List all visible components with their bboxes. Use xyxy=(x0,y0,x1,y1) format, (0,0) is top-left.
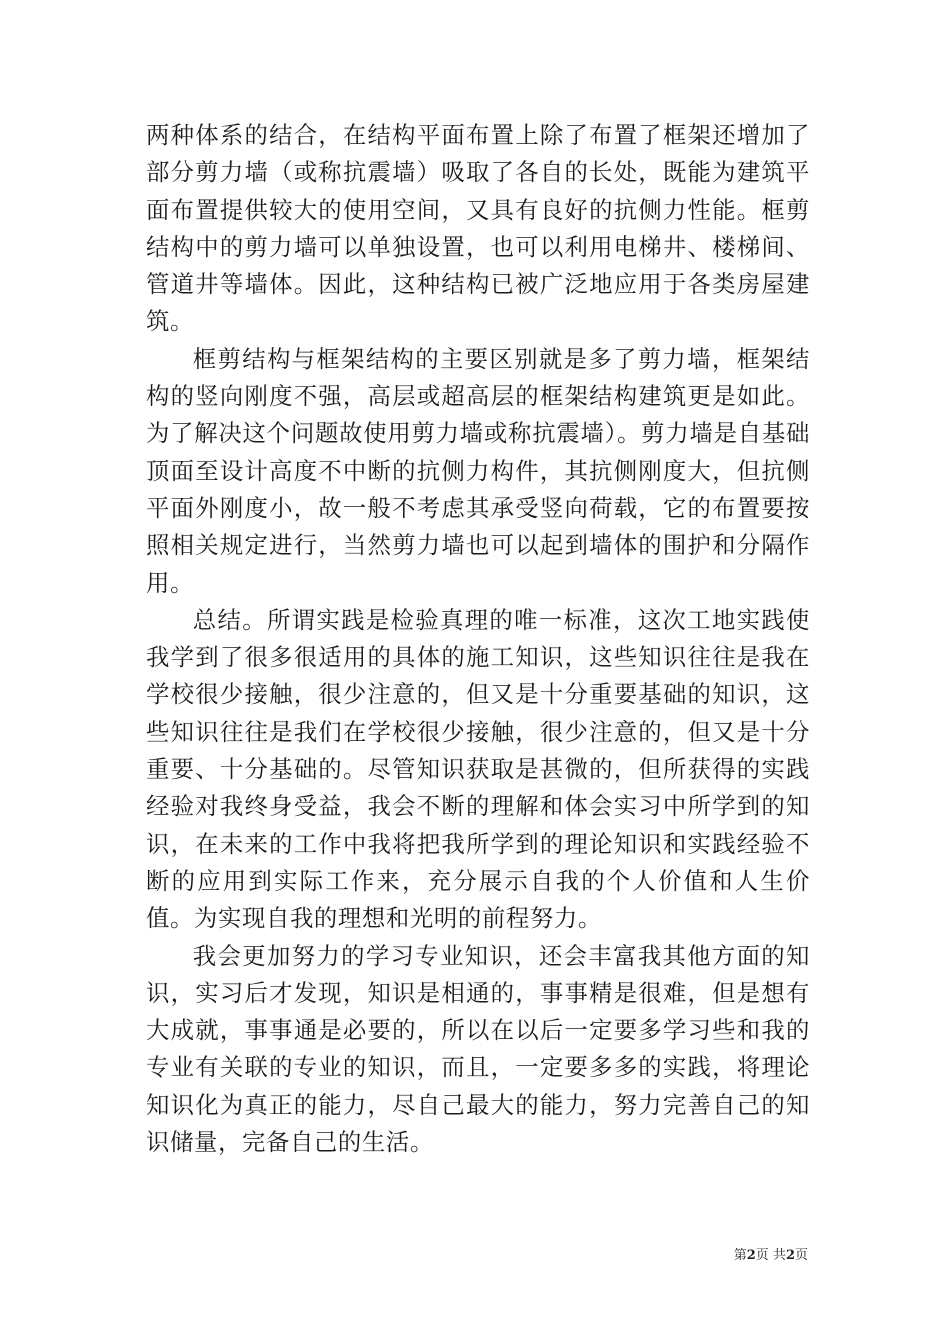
paragraph-3: 总结。所谓实践是检验真理的唯一标准，这次工地实践使我学到了很多很适用的具体的施工知识，这些知识往往是我在学校很少接触，很少注意的，但又是十分重要基础的知识，这些知识往往是我们在学校很少接触，很少注意的，但又是十分重要、十分基础的。尽管知识获取是甚微的，但所获得的实践经验对我终身受益，我会不断的理解和体会实习中所学到的知识，在未来的工作中我将把我所学到的理论知识和实践经验不断的应用到实际工作来，充分展示自我的个人价值和人生价值。为实现自我的理想和光明的前程努力。 xyxy=(146,605,810,933)
footer-prefix: 第 xyxy=(733,1248,747,1263)
paragraph-2: 框剪结构与框架结构的主要区别就是多了剪力墙，框架结构的竖向刚度不强，高层或超高层的框架结构建筑更是如此。为了解决这个问题故使用剪力墙或称抗震墙）。剪力墙是自基础顶面至设计高度不中断的抗侧力构件，其抗侧刚度大，但抗侧平面外刚度小，故一般不考虑其承受竖向荷载，它的布置要按照相关规定进行，当然剪力墙也可以起到墙体的围护和分隔作用。 xyxy=(146,344,810,597)
footer-current-page: 2 xyxy=(746,1248,756,1263)
footer-middle: 页 共 xyxy=(755,1248,786,1263)
body-text xyxy=(146,117,810,1161)
footer-suffix: 页 xyxy=(794,1248,808,1263)
paragraph-4: 我会更加努力的学习专业知识，还会丰富我其他方面的知识，实习后才发现，知识是相通的，事事精是很难，但是想有大成就，事事通是必要的，所以在以后一定要多学习些和我的专业有关联的专业的知识，而且，一定要多多的实践，将理论知识化为真正的能力，尽自己最大的能力，努力完善自己的知识储量，完备自己的生活。 xyxy=(146,941,810,1157)
paragraph-1: 两种体系的结合，在结构平面布置上除了布置了框架还增加了部分剪力墙（或称抗震墙）吸取了各自的长处，既能为建筑平面布置提供较大的使用空间，又具有良好的抗侧力性能。框剪结构中的剪力墙可以单独设置，也可以利用电梯井、楼梯间、管道井等墙体。因此，这种结构已被广泛地应用于各类房屋建筑。 xyxy=(146,121,810,336)
page-footer xyxy=(734,1247,808,1265)
footer-total-pages: 2 xyxy=(785,1248,795,1263)
